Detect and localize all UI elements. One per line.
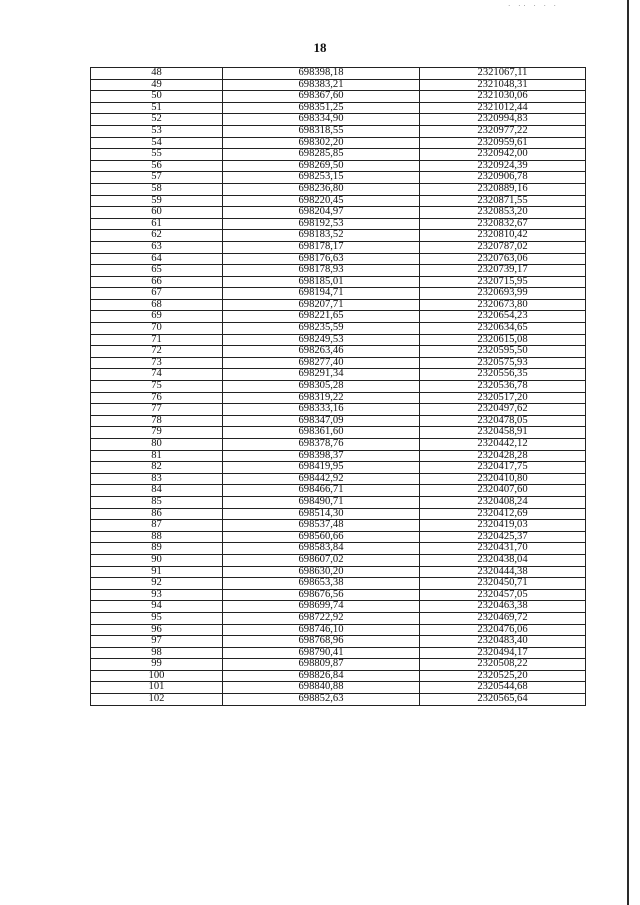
table-row: [91, 578, 586, 590]
x-coordinate-cell: 698185,01: [223, 276, 420, 288]
point-number-cell: 69: [91, 311, 223, 323]
table-row: [91, 288, 586, 300]
x-coordinate-cell: 698746,10: [223, 624, 420, 636]
table-row: [91, 195, 586, 207]
x-coordinate-cell: 698351,25: [223, 102, 420, 114]
table-row: [91, 346, 586, 358]
table-row: [91, 624, 586, 636]
point-number-cell: 61: [91, 218, 223, 230]
y-coordinate-cell: 2320889,16: [420, 183, 586, 195]
x-coordinate-cell: 698809,87: [223, 659, 420, 671]
x-coordinate-cell: 698347,09: [223, 415, 420, 427]
table-row: [91, 334, 586, 346]
y-coordinate-cell: 2321067,11: [420, 68, 586, 80]
x-coordinate-cell: 698676,56: [223, 589, 420, 601]
y-coordinate-cell: 2320428,28: [420, 450, 586, 462]
table-row: [91, 462, 586, 474]
point-number-cell: 51: [91, 102, 223, 114]
x-coordinate-cell: 698220,45: [223, 195, 420, 207]
point-number-cell: 84: [91, 485, 223, 497]
x-coordinate-cell: 698318,55: [223, 125, 420, 137]
x-coordinate-cell: 698398,37: [223, 450, 420, 462]
x-coordinate-cell: 698302,20: [223, 137, 420, 149]
point-number-cell: 60: [91, 207, 223, 219]
y-coordinate-cell: 2320634,65: [420, 323, 586, 335]
y-coordinate-cell: 2321030,06: [420, 91, 586, 103]
point-number-cell: 97: [91, 636, 223, 648]
y-coordinate-cell: 2320476,06: [420, 624, 586, 636]
x-coordinate-cell: 698269,50: [223, 160, 420, 172]
x-coordinate-cell: 698249,53: [223, 334, 420, 346]
x-coordinate-cell: 698204,97: [223, 207, 420, 219]
point-number-cell: 98: [91, 647, 223, 659]
table-row: [91, 125, 586, 137]
y-coordinate-cell: 2320497,62: [420, 404, 586, 416]
table-row: [91, 183, 586, 195]
y-coordinate-cell: 2320431,70: [420, 543, 586, 555]
table-row: [91, 160, 586, 172]
x-coordinate-cell: 698419,95: [223, 462, 420, 474]
x-coordinate-cell: 698176,63: [223, 253, 420, 265]
x-coordinate-cell: 698722,92: [223, 612, 420, 624]
y-coordinate-cell: 2320410,80: [420, 473, 586, 485]
point-number-cell: 49: [91, 79, 223, 91]
point-number-cell: 52: [91, 114, 223, 126]
y-coordinate-cell: 2320906,78: [420, 172, 586, 184]
y-coordinate-cell: 2320536,78: [420, 381, 586, 393]
point-number-cell: 67: [91, 288, 223, 300]
point-number-cell: 81: [91, 450, 223, 462]
y-coordinate-cell: 2320942,00: [420, 149, 586, 161]
coordinates-table: [90, 67, 586, 706]
point-number-cell: 80: [91, 439, 223, 451]
table-row: [91, 415, 586, 427]
table-row: [91, 79, 586, 91]
table-row: [91, 473, 586, 485]
table-row: [91, 207, 586, 219]
x-coordinate-cell: 698466,71: [223, 485, 420, 497]
x-coordinate-cell: 698826,84: [223, 670, 420, 682]
x-coordinate-cell: 698699,74: [223, 601, 420, 613]
table-row: [91, 218, 586, 230]
point-number-cell: 88: [91, 531, 223, 543]
table-row: [91, 404, 586, 416]
x-coordinate-cell: 698333,16: [223, 404, 420, 416]
point-number-cell: 65: [91, 265, 223, 277]
table-row: [91, 299, 586, 311]
y-coordinate-cell: 2320463,38: [420, 601, 586, 613]
y-coordinate-cell: 2320673,80: [420, 299, 586, 311]
table-row: [91, 114, 586, 126]
y-coordinate-cell: 2320959,61: [420, 137, 586, 149]
point-number-cell: 92: [91, 578, 223, 590]
y-coordinate-cell: 2320478,05: [420, 415, 586, 427]
y-coordinate-cell: 2320417,75: [420, 462, 586, 474]
table-row: [91, 68, 586, 80]
point-number-cell: 79: [91, 427, 223, 439]
x-coordinate-cell: 698221,65: [223, 311, 420, 323]
point-number-cell: 71: [91, 334, 223, 346]
point-number-cell: 64: [91, 253, 223, 265]
x-coordinate-cell: 698583,84: [223, 543, 420, 555]
x-coordinate-cell: 698277,40: [223, 357, 420, 369]
x-coordinate-cell: 698398,18: [223, 68, 420, 80]
table-row: [91, 694, 586, 706]
point-number-cell: 86: [91, 508, 223, 520]
y-coordinate-cell: 2320595,50: [420, 346, 586, 358]
y-coordinate-cell: 2320810,42: [420, 230, 586, 242]
table-row: [91, 91, 586, 103]
point-number-cell: 75: [91, 381, 223, 393]
table-row: [91, 276, 586, 288]
x-coordinate-cell: 698490,71: [223, 496, 420, 508]
point-number-cell: 78: [91, 415, 223, 427]
table-row: [91, 520, 586, 532]
table-row: [91, 369, 586, 381]
y-coordinate-cell: 2320853,20: [420, 207, 586, 219]
point-number-cell: 102: [91, 694, 223, 706]
x-coordinate-cell: 698192,53: [223, 218, 420, 230]
x-coordinate-cell: 698236,80: [223, 183, 420, 195]
x-coordinate-cell: 698514,30: [223, 508, 420, 520]
table-row: [91, 450, 586, 462]
point-number-cell: 90: [91, 554, 223, 566]
point-number-cell: 93: [91, 589, 223, 601]
x-coordinate-cell: 698560,66: [223, 531, 420, 543]
table-row: [91, 543, 586, 555]
x-coordinate-cell: 698607,02: [223, 554, 420, 566]
y-coordinate-cell: 2321012,44: [420, 102, 586, 114]
table-row: [91, 137, 586, 149]
table-row: [91, 149, 586, 161]
y-coordinate-cell: 2320525,20: [420, 670, 586, 682]
x-coordinate-cell: 698319,22: [223, 392, 420, 404]
x-coordinate-cell: 698291,34: [223, 369, 420, 381]
point-number-cell: 59: [91, 195, 223, 207]
y-coordinate-cell: 2320517,20: [420, 392, 586, 404]
y-coordinate-cell: 2320494,17: [420, 647, 586, 659]
point-number-cell: 68: [91, 299, 223, 311]
table-row: [91, 311, 586, 323]
x-coordinate-cell: 698305,28: [223, 381, 420, 393]
x-coordinate-cell: 698253,15: [223, 172, 420, 184]
table-row: [91, 439, 586, 451]
point-number-cell: 96: [91, 624, 223, 636]
y-coordinate-cell: 2320994,83: [420, 114, 586, 126]
y-coordinate-cell: 2320444,38: [420, 566, 586, 578]
page-number: 18: [313, 40, 327, 55]
y-coordinate-cell: 2320450,71: [420, 578, 586, 590]
point-number-cell: 53: [91, 125, 223, 137]
x-coordinate-cell: 698653,38: [223, 578, 420, 590]
y-coordinate-cell: 2321048,31: [420, 79, 586, 91]
point-number-cell: 66: [91, 276, 223, 288]
table-row: [91, 566, 586, 578]
y-coordinate-cell: 2320575,93: [420, 357, 586, 369]
x-coordinate-cell: 698537,48: [223, 520, 420, 532]
point-number-cell: 50: [91, 91, 223, 103]
y-coordinate-cell: 2320763,06: [420, 253, 586, 265]
table-row: [91, 392, 586, 404]
point-number-cell: 100: [91, 670, 223, 682]
y-coordinate-cell: 2320544,68: [420, 682, 586, 694]
y-coordinate-cell: 2320408,24: [420, 496, 586, 508]
x-coordinate-cell: 698194,71: [223, 288, 420, 300]
point-number-cell: 94: [91, 601, 223, 613]
x-coordinate-cell: 698790,41: [223, 647, 420, 659]
point-number-cell: 54: [91, 137, 223, 149]
y-coordinate-cell: 2320425,37: [420, 531, 586, 543]
x-coordinate-cell: 698178,93: [223, 265, 420, 277]
x-coordinate-cell: 698178,17: [223, 241, 420, 253]
point-number-cell: 85: [91, 496, 223, 508]
point-number-cell: 58: [91, 183, 223, 195]
table-row: [91, 612, 586, 624]
point-number-cell: 76: [91, 392, 223, 404]
table-row: [91, 601, 586, 613]
x-coordinate-cell: 698235,59: [223, 323, 420, 335]
x-coordinate-cell: 698852,63: [223, 694, 420, 706]
point-number-cell: 82: [91, 462, 223, 474]
table-row: [91, 323, 586, 335]
x-coordinate-cell: 698361,60: [223, 427, 420, 439]
table-row: [91, 230, 586, 242]
point-number-cell: 48: [91, 68, 223, 80]
table-row: [91, 589, 586, 601]
y-coordinate-cell: 2320442,12: [420, 439, 586, 451]
point-number-cell: 55: [91, 149, 223, 161]
table-row: [91, 647, 586, 659]
x-coordinate-cell: 698630,20: [223, 566, 420, 578]
point-number-cell: 57: [91, 172, 223, 184]
y-coordinate-cell: 2320715,95: [420, 276, 586, 288]
point-number-cell: 89: [91, 543, 223, 555]
scan-marks: · ·· · · ·: [508, 2, 559, 10]
x-coordinate-cell: 698207,71: [223, 299, 420, 311]
table-row: [91, 253, 586, 265]
y-coordinate-cell: 2320739,17: [420, 265, 586, 277]
table-row: [91, 172, 586, 184]
x-coordinate-cell: 698378,76: [223, 439, 420, 451]
y-coordinate-cell: 2320412,69: [420, 508, 586, 520]
y-coordinate-cell: 2320419,03: [420, 520, 586, 532]
y-coordinate-cell: 2320508,22: [420, 659, 586, 671]
table-row: [91, 496, 586, 508]
point-number-cell: 62: [91, 230, 223, 242]
point-number-cell: 73: [91, 357, 223, 369]
x-coordinate-cell: 698367,60: [223, 91, 420, 103]
table-row: [91, 357, 586, 369]
x-coordinate-cell: 698840,88: [223, 682, 420, 694]
table-row: [91, 682, 586, 694]
table-row: [91, 531, 586, 543]
point-number-cell: 99: [91, 659, 223, 671]
y-coordinate-cell: 2320458,91: [420, 427, 586, 439]
y-coordinate-cell: 2320871,55: [420, 195, 586, 207]
point-number-cell: 95: [91, 612, 223, 624]
point-number-cell: 74: [91, 369, 223, 381]
point-number-cell: 87: [91, 520, 223, 532]
point-number-cell: 91: [91, 566, 223, 578]
y-coordinate-cell: 2320832,67: [420, 218, 586, 230]
x-coordinate-cell: 698442,92: [223, 473, 420, 485]
table-row: [91, 102, 586, 114]
point-number-cell: 72: [91, 346, 223, 358]
y-coordinate-cell: 2320556,35: [420, 369, 586, 381]
y-coordinate-cell: 2320469,72: [420, 612, 586, 624]
y-coordinate-cell: 2320654,23: [420, 311, 586, 323]
table-row: [91, 508, 586, 520]
page-edge-border: [627, 0, 629, 905]
point-number-cell: 70: [91, 323, 223, 335]
table-row: [91, 427, 586, 439]
table-row: [91, 554, 586, 566]
y-coordinate-cell: 2320615,08: [420, 334, 586, 346]
table-row: [91, 636, 586, 648]
y-coordinate-cell: 2320457,05: [420, 589, 586, 601]
table-row: [91, 265, 586, 277]
x-coordinate-cell: 698183,52: [223, 230, 420, 242]
x-coordinate-cell: 698334,90: [223, 114, 420, 126]
table-row: [91, 381, 586, 393]
table-row: [91, 670, 586, 682]
y-coordinate-cell: 2320787,02: [420, 241, 586, 253]
y-coordinate-cell: 2320407,60: [420, 485, 586, 497]
point-number-cell: 83: [91, 473, 223, 485]
x-coordinate-cell: 698383,21: [223, 79, 420, 91]
x-coordinate-cell: 698285,85: [223, 149, 420, 161]
point-number-cell: 56: [91, 160, 223, 172]
y-coordinate-cell: 2320483,40: [420, 636, 586, 648]
point-number-cell: 63: [91, 241, 223, 253]
y-coordinate-cell: 2320977,22: [420, 125, 586, 137]
y-coordinate-cell: 2320438,04: [420, 554, 586, 566]
x-coordinate-cell: 698263,46: [223, 346, 420, 358]
y-coordinate-cell: 2320565,64: [420, 694, 586, 706]
table-row: [91, 485, 586, 497]
coordinates-table-body: [91, 68, 586, 706]
y-coordinate-cell: 2320693,99: [420, 288, 586, 300]
y-coordinate-cell: 2320924,39: [420, 160, 586, 172]
point-number-cell: 77: [91, 404, 223, 416]
table-row: [91, 659, 586, 671]
point-number-cell: 101: [91, 682, 223, 694]
x-coordinate-cell: 698768,96: [223, 636, 420, 648]
table-row: [91, 241, 586, 253]
